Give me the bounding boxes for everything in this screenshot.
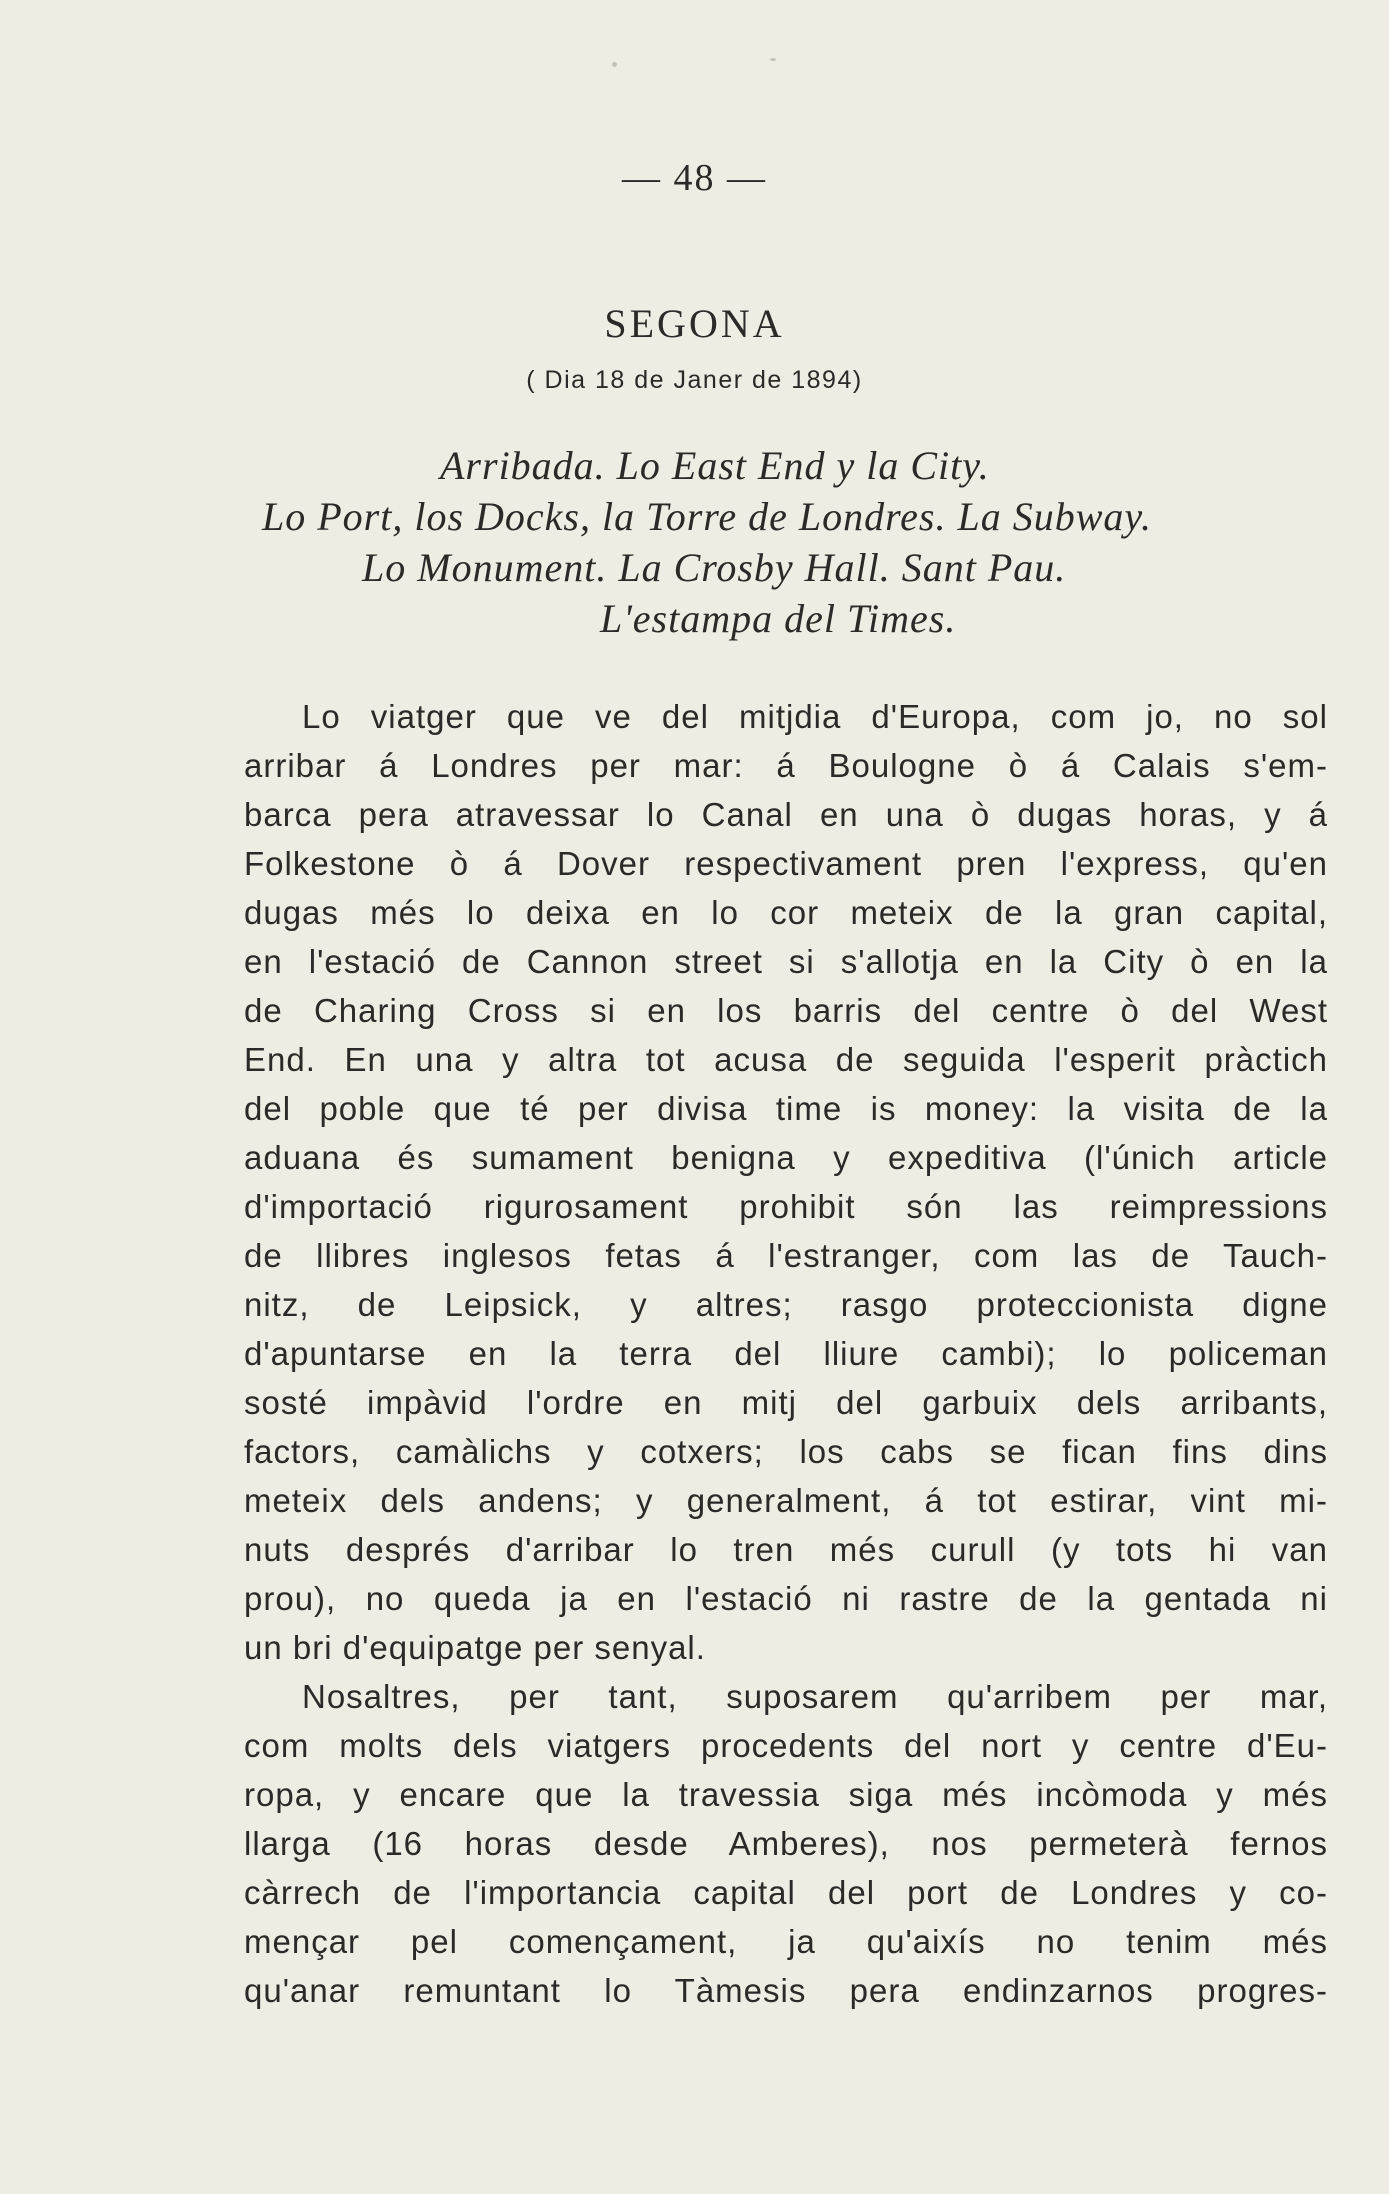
chapter-date: ( Dia 18 de Janer de 1894) [526,366,863,394]
text-line: nuts després d'arribar lo tren més curull (y tots hi van [244,1531,1328,1568]
text-line: d'apuntarse en la terra del lliure cambi); lo policeman [244,1335,1328,1372]
text-line: aduana és sumament benigna y expeditiva (l'únich article [244,1139,1328,1176]
text-line: llarga (16 horas desde Amberes), nos permeterà fernos [244,1825,1328,1862]
summary-line: L'estampa del Times. [600,596,957,641]
text-line: de llibres inglesos fetas á l'estranger, com las de Tauch- [244,1237,1328,1274]
chapter-summary [240,440,1340,644]
summary-line: Arribada. Lo East End y la City. [440,443,990,488]
text-line: barca pera atravessar lo Canal en una ò dugas horas, y á [244,796,1328,833]
text-line: com molts dels viatgers procedents del nort y centre d'Eu- [244,1727,1328,1764]
text-line: dugas més lo deixa en lo cor meteix de la gran capital, [244,894,1328,931]
page-number: — 48 — [622,157,767,199]
text-line: càrrech de l'importancia capital del port de Londres y co- [244,1874,1328,1911]
text-line: meteix dels andens; y generalment, á tot estirar, vint mi- [244,1482,1328,1519]
text-line: en l'estació de Cannon street si s'allotja en la City ò en la [244,943,1328,980]
paper-speck [612,62,617,67]
text-line: nitz, de Leipsick, y altres; rasgo proteccionista digne [244,1286,1328,1323]
text-line: de Charing Cross si en los barris del centre ò del West [244,992,1328,1029]
text-line: End. En una y altra tot acusa de seguida l'esperit pràctich [244,1041,1328,1078]
text-line: Lo viatger que ve del mitjdia d'Europa, com jo, no sol [302,698,1328,735]
text-line: un bri d'equipatge per senyal. [244,1629,706,1666]
text-line: d'importació rigurosament prohibit són las reimpressions [244,1188,1328,1225]
text-line: factors, camàlichs y cotxers; los cabs se fican fins dins [244,1433,1328,1470]
text-line: qu'anar remuntant lo Tàmesis pera endinzarnos progres- [244,1972,1328,2009]
text-line: mençar pel començament, ja qu'aixís no tenim més [244,1923,1328,1960]
text-line: del poble que té per divisa time is money: la visita de la [244,1090,1328,1127]
paper-speck [770,58,776,61]
summary-line: Lo Port, los Docks, la Torre de Londres. La Subway. [262,494,1152,539]
text-line: prou), no queda ja en l'estació ni rastre de la gentada ni [244,1580,1328,1617]
text-line: sosté impàvid l'ordre en mitj del garbuix dels arribants, [244,1384,1328,1421]
text-line: ropa, y encare que la travessia siga més incòmoda y més [244,1776,1328,1813]
chapter-title: SEGONA [604,301,785,346]
text-line: arribar á Londres per mar: á Boulogne ò á Calais s'em- [244,747,1328,784]
text-line: Nosaltres, per tant, suposarem qu'arribem per mar, [302,1678,1328,1715]
summary-line: Lo Monument. La Crosby Hall. Sant Pau. [362,545,1067,590]
text-line: Folkestone ò á Dover respectivament pren l'express, qu'en [244,845,1328,882]
body-text [244,692,1328,2015]
